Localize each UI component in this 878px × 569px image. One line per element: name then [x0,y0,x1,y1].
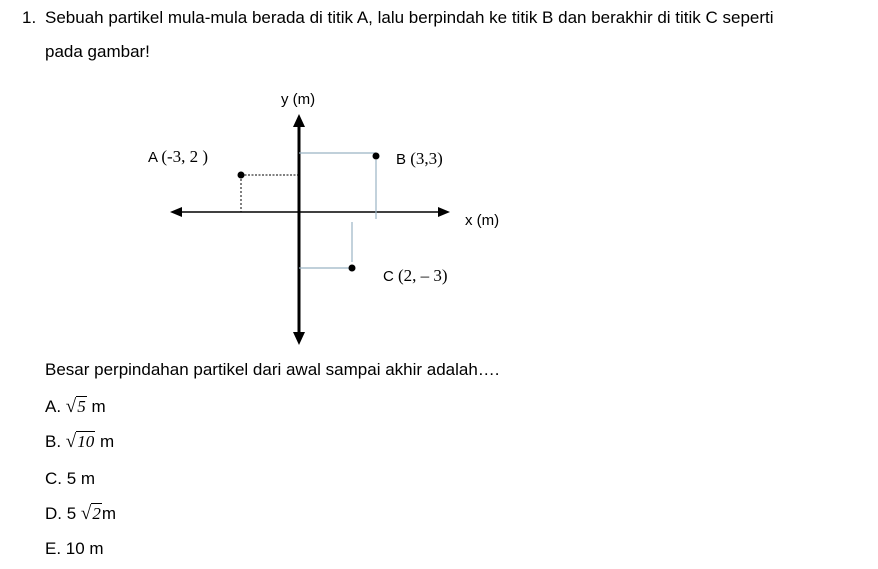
point-c-coords: (2, – 3) [398,266,448,285]
point-a-label [148,147,208,166]
option-e-letter: E. [45,539,62,558]
point-c-dot [349,265,356,272]
point-c-label [383,266,448,285]
option-d-suffix: m [101,504,117,523]
option-d-letter: D. [45,504,62,523]
option-d[interactable] [45,503,116,525]
option-d-radicand: 2 [92,504,101,523]
option-b-radicand: 10 [77,432,95,451]
x-axis-label: x (m) [465,212,500,229]
point-b-letter: B [396,151,407,168]
option-a-radical: √5 [65,396,86,417]
option-b-suffix: m [95,432,115,451]
point-b-coords: (3,3) [410,149,443,168]
option-c-letter: C. [45,469,62,488]
option-d-radical: √2 [80,503,101,524]
x-axis-right-arrow [438,207,450,217]
question-number: 1. [22,8,37,27]
option-d-prefix: 5 [66,504,81,523]
option-b-letter: B. [45,432,62,451]
y-axis-label: y (m) [281,91,316,108]
point-b-label [396,149,443,168]
option-e-text: 10 m [65,539,104,558]
question-text-line2: pada gambar! [45,42,150,61]
point-a-coords: (-3, 2 ) [161,147,209,166]
option-a[interactable] [45,396,106,418]
option-b[interactable] [45,431,114,453]
point-a-dot [238,172,245,179]
point-b-dot [373,153,380,160]
option-a-suffix: m [86,397,106,416]
point-a-letter: A [148,149,158,166]
option-b-radical: √10 [65,431,95,452]
option-c[interactable] [45,469,95,489]
option-a-radicand: 5 [77,397,86,416]
option-a-letter: A. [45,397,62,416]
option-e[interactable] [45,539,104,559]
option-c-text: 5 m [66,469,96,488]
point-c-letter: C [383,268,394,285]
y-axis-down-arrow [293,332,305,345]
x-axis-left-arrow [170,207,182,217]
question-text-line1: Sebuah partikel mula-mula berada di titik A, lalu berpindah ke titik B dan berakhir di titik C seperti [45,8,774,27]
question-prompt: Besar perpindahan partikel dari awal sampai akhir adalah…. [45,360,500,379]
y-axis-up-arrow [293,114,305,127]
